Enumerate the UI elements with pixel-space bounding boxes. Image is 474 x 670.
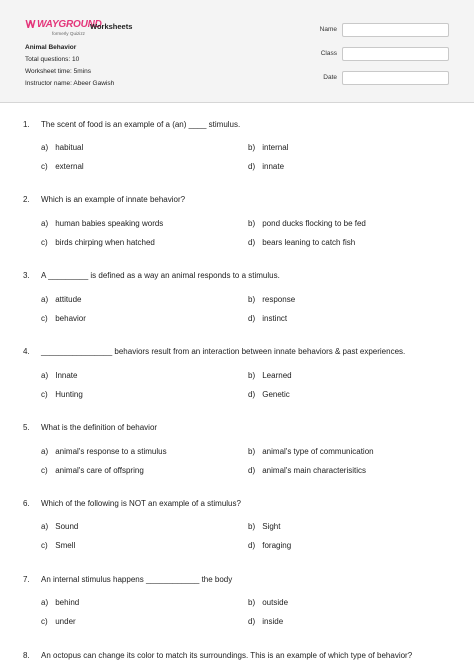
brand-logo (25, 18, 102, 36)
option-text: behavior (55, 314, 86, 323)
option-text: Hunting (55, 390, 83, 399)
question-text: Which of the following is NOT an example of a stimulus? (41, 499, 241, 508)
logo-subtitle: formerly Quizizz (52, 31, 85, 36)
option-text: animal's care of offspring (55, 466, 144, 475)
option-text: instinct (262, 314, 288, 323)
question-text: What is the definition of behavior (41, 423, 158, 432)
option-text: Sight (262, 522, 281, 531)
wayground-logo-icon (25, 19, 36, 29)
option-letter: c) (41, 314, 48, 323)
option-text: foraging (262, 541, 292, 550)
option-c[interactable] (41, 238, 155, 247)
option-d[interactable] (248, 314, 287, 323)
option-letter: d) (248, 541, 256, 550)
question-number: 4. (23, 347, 30, 356)
option-letter: b) (248, 219, 256, 228)
option-text: habitual (55, 143, 84, 152)
option-letter: c) (41, 162, 48, 171)
option-letter: c) (41, 541, 48, 550)
option-c[interactable] (41, 541, 75, 550)
option-letter: b) (248, 143, 256, 152)
option-text: inside (262, 617, 284, 626)
question-number: 5. (23, 423, 30, 432)
option-text: under (55, 617, 76, 626)
option-c[interactable] (41, 314, 86, 323)
option-text: behind (55, 598, 80, 607)
option-letter: d) (248, 238, 256, 247)
option-a[interactable] (41, 143, 83, 152)
option-b[interactable] (248, 295, 295, 304)
option-letter: d) (248, 162, 256, 171)
option-text: Smell (55, 541, 76, 550)
question-number: 3. (23, 271, 30, 280)
option-text: Innate (55, 371, 78, 380)
option-letter: d) (248, 314, 256, 323)
option-d[interactable] (248, 466, 366, 475)
option-c[interactable] (41, 617, 76, 626)
option-letter: b) (248, 522, 256, 531)
option-a[interactable] (41, 295, 81, 304)
date-label: Date (323, 74, 337, 81)
question-number: 2. (23, 195, 30, 204)
option-letter: c) (41, 466, 48, 475)
option-text: outside (262, 598, 289, 607)
option-b[interactable] (248, 219, 366, 228)
date-field[interactable] (342, 71, 449, 85)
question-number: 8. (23, 651, 30, 660)
option-b[interactable] (248, 447, 374, 456)
logo-text: WAYGROUND (37, 19, 102, 30)
option-letter: c) (41, 238, 48, 247)
question-number: 1. (23, 120, 30, 129)
option-letter: a) (41, 143, 49, 152)
option-b[interactable] (248, 143, 288, 152)
question-text: The scent of food is an example of a (an) ____ stimulus. (41, 120, 241, 129)
class-field[interactable] (342, 47, 449, 61)
option-letter: a) (41, 598, 49, 607)
option-letter: c) (41, 617, 48, 626)
option-letter: a) (41, 371, 49, 380)
option-letter: a) (41, 295, 49, 304)
option-text: birds chirping when hatched (55, 238, 155, 247)
name-label: Name (319, 26, 337, 33)
option-text: human babies speaking words (55, 219, 164, 228)
option-letter: a) (41, 522, 49, 531)
option-b[interactable] (248, 522, 280, 531)
worksheet-time: Worksheet time: 5mins (25, 68, 91, 75)
option-text: attitude (55, 295, 82, 304)
option-c[interactable] (41, 390, 83, 399)
option-d[interactable] (248, 162, 284, 171)
option-text: animal's response to a stimulus (55, 447, 167, 456)
option-d[interactable] (248, 238, 355, 247)
option-text: Sound (55, 522, 79, 531)
option-letter: b) (248, 371, 256, 380)
option-text: Learned (262, 371, 292, 380)
option-text: innate (262, 162, 285, 171)
option-letter: b) (248, 598, 256, 607)
option-letter: a) (41, 219, 49, 228)
option-a[interactable] (41, 371, 77, 380)
option-d[interactable] (248, 617, 283, 626)
question-text: An octopus can change its color to match its surroundings. This is an example of which type of behavior? (41, 651, 413, 660)
option-a[interactable] (41, 219, 163, 228)
question-text: Which is an example of innate behavior? (41, 195, 186, 204)
worksheet-title: Animal Behavior (25, 44, 77, 51)
total-questions: Total questions: 10 (25, 56, 80, 63)
question-text: A _________ is defined as a way an animal responds to a stimulus. (41, 271, 280, 280)
question-number: 6. (23, 499, 30, 508)
instructor-name: Instructor name: Abeer Gawish (25, 80, 115, 87)
option-letter: c) (41, 390, 48, 399)
option-letter: d) (248, 617, 256, 626)
class-label: Class (320, 50, 337, 57)
option-a[interactable] (41, 447, 167, 456)
option-b[interactable] (248, 598, 288, 607)
option-b[interactable] (248, 371, 292, 380)
app-title: Worksheets (90, 22, 133, 31)
option-text: animal's type of communication (262, 447, 374, 456)
question-text: An internal stimulus happens ____________ the body (41, 575, 233, 584)
option-d[interactable] (248, 390, 290, 399)
option-d[interactable] (248, 541, 291, 550)
option-text: Genetic (262, 390, 290, 399)
option-text: animal's main characterisitics (262, 466, 367, 475)
option-letter: d) (248, 390, 256, 399)
option-c[interactable] (41, 466, 144, 475)
option-a[interactable] (41, 598, 79, 607)
option-text: external (55, 162, 84, 171)
name-field[interactable] (342, 23, 449, 37)
question-text: ________________ behaviors result from an interaction between innate behaviors & past experiences. (41, 347, 406, 356)
option-c[interactable] (41, 162, 84, 171)
worksheet-header (0, 0, 474, 103)
option-a[interactable] (41, 522, 78, 531)
option-text: internal (262, 143, 289, 152)
option-text: pond ducks flocking to be fed (262, 219, 366, 228)
option-letter: b) (248, 295, 256, 304)
option-text: bears leaning to catch fish (262, 238, 356, 247)
option-text: response (262, 295, 296, 304)
question-number: 7. (23, 575, 30, 584)
option-letter: b) (248, 447, 256, 456)
option-letter: a) (41, 447, 49, 456)
option-letter: d) (248, 466, 256, 475)
